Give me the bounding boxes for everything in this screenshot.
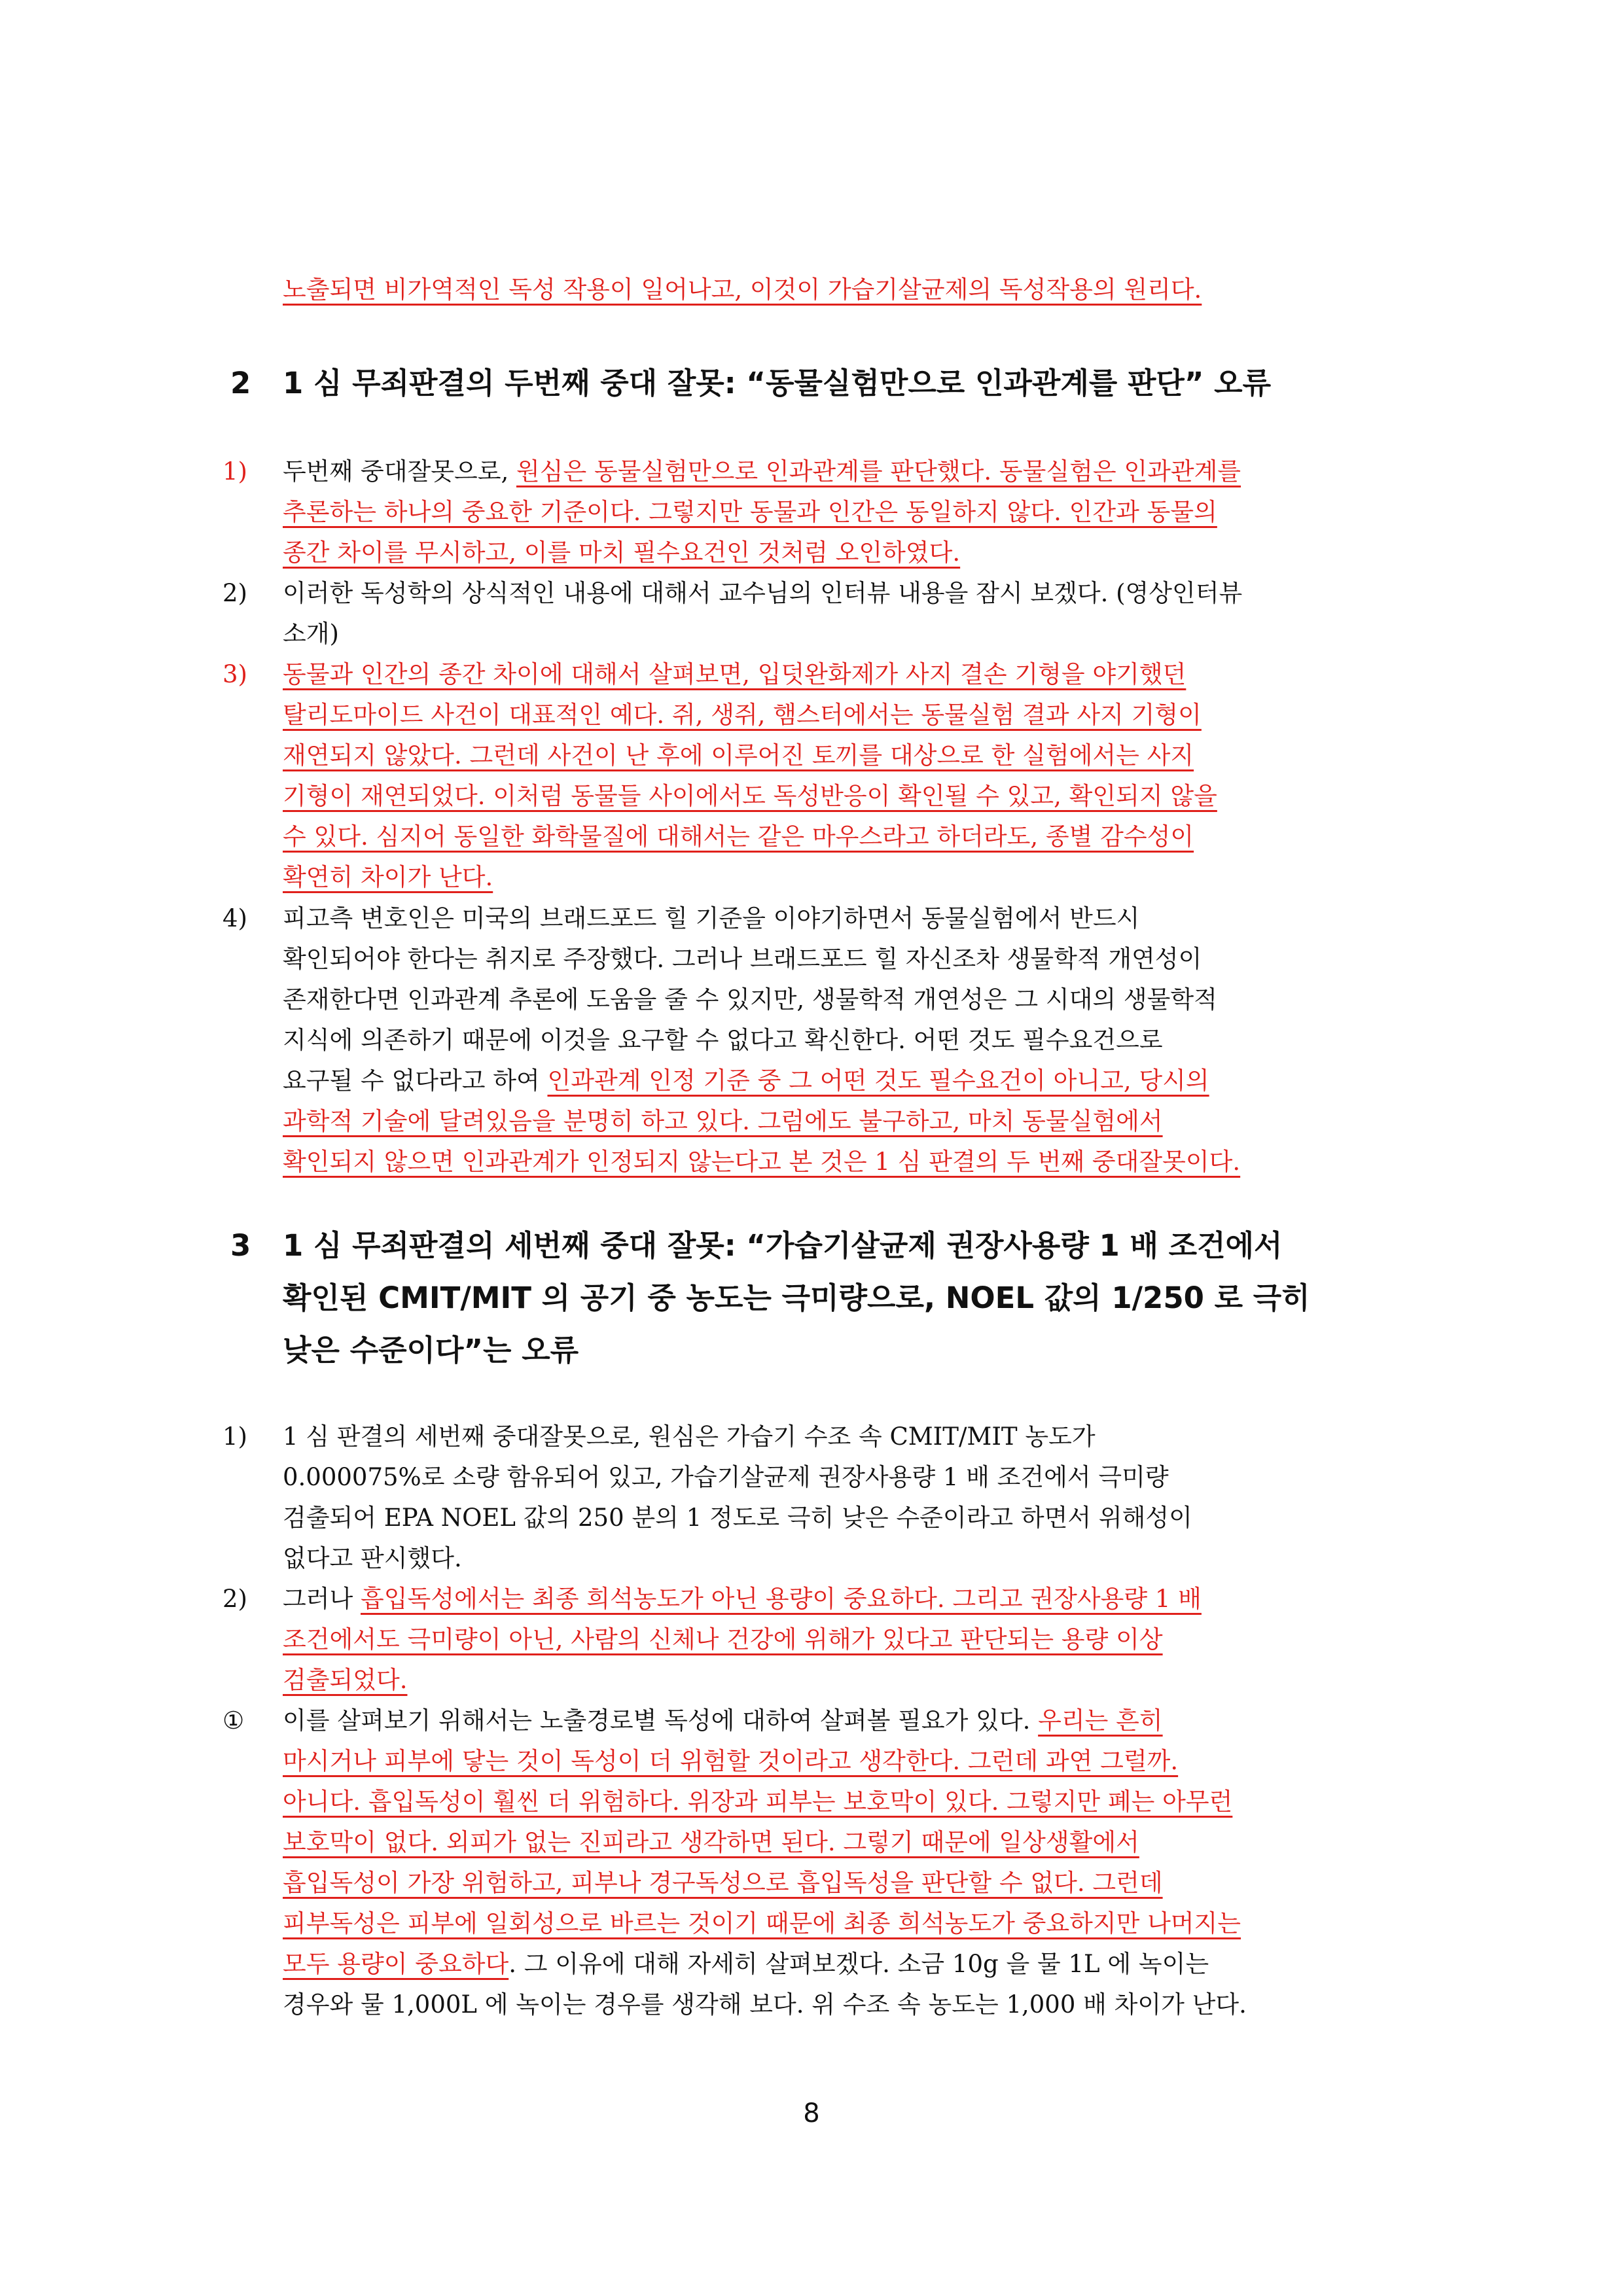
- list-marker: 4): [223, 904, 247, 932]
- body-line: [283, 1660, 1395, 1701]
- body-text: 검출되어 EPA NOEL 값의 250 분의 1 정도로 극히 낮은 수준이라고 하면서 위해성이: [283, 1504, 1192, 1532]
- body-line: [283, 857, 1395, 898]
- section-heading-line: 1 심 무죄판결의 세번째 중대 잘못: “가습기살균제 권장사용량 1 배 조건에서: [283, 1228, 1283, 1263]
- list-marker: 2): [223, 579, 247, 607]
- body-line: [283, 1741, 1395, 1782]
- body-line: [283, 1498, 1395, 1538]
- red-underlined-text: 추론하는 하나의 중요한 기준이다. 그렇지만 동물과 인간은 동일하지 않다. 인간과 동물의: [283, 498, 1217, 526]
- body-line: [283, 735, 1395, 776]
- body-line: [283, 1061, 1395, 1101]
- body-line: [283, 614, 1395, 654]
- body-text: 그러나: [283, 1585, 361, 1613]
- body-line: [283, 1782, 1395, 1822]
- section-number: 3: [230, 1228, 251, 1263]
- red-underlined-text: 우리는 흔히: [1038, 1706, 1163, 1735]
- continued-line: [283, 270, 1395, 310]
- red-underlined-text: 조건에서도 극미량이 아닌, 사람의 신체나 건강에 위해가 있다고 판단되는 용량 이상: [283, 1625, 1163, 1653]
- body-line: [283, 695, 1395, 735]
- body-text: 없다고 판시했다.: [283, 1544, 462, 1572]
- body-line: [283, 1944, 1395, 1985]
- body-line: [283, 1538, 1395, 1579]
- red-underlined-text: 동물과 인간의 종간 차이에 대해서 살펴보면, 입덧완화제가 사지 결손 기형을 야기했던: [283, 660, 1186, 688]
- section-heading: 1 심 무죄판결의 두번째 중대 잘못: “동물실험만으로 인과관계를 판단” 오류: [283, 366, 1272, 400]
- red-underlined-text: 흡입독성에서는 최종 희석농도가 아닌 용량이 중요하다. 그리고 권장사용량 1 배: [361, 1585, 1202, 1613]
- body-text: 확인되어야 한다는 취지로 주장했다. 그러나 브래드포드 힐 자신조차 생물학적 개연성이: [283, 945, 1202, 973]
- red-underlined-text: 확연히 차이가 난다.: [283, 863, 493, 891]
- body-line: [283, 451, 1395, 492]
- body-line: [283, 533, 1395, 573]
- red-underlined-text: 기형이 재연되었다. 이처럼 동물들 사이에서도 독성반응이 확인될 수 있고, 확인되지 않을: [283, 782, 1217, 810]
- red-underlined-text: 피부독성은 피부에 일회성으로 바르는 것이기 때문에 최종 희석농도가 중요하지만 나머지는: [283, 1909, 1241, 1937]
- body-line: [283, 1701, 1395, 1741]
- body-line: [283, 1020, 1395, 1061]
- red-underlined-text: 과학적 기술에 달려있음을 분명히 하고 있다. 그럼에도 불구하고, 마치 동물실험에서: [283, 1107, 1163, 1135]
- red-underlined-text: 종간 차이를 무시하고, 이를 마치 필수요건인 것처럼 오인하였다.: [283, 539, 961, 567]
- list-marker: 2): [223, 1585, 247, 1613]
- red-underlined-text: 탈리도마이드 사건이 대표적인 예다. 쥐, 생쥐, 햄스터에서는 동물실험 결과 사지 기형이: [283, 701, 1202, 729]
- list-marker: 1): [223, 457, 247, 486]
- body-line: [283, 1985, 1395, 2025]
- red-underlined-text: 보호막이 없다. 외피가 없는 진피라고 생각하면 된다. 그렇기 때문에 일상생활에서: [283, 1828, 1139, 1856]
- body-text: 이러한 독성학의 상식적인 내용에 대해서 교수님의 인터뷰 내용을 잠시 보겠다. (영상인터뷰: [283, 579, 1243, 607]
- body-text: 1 심 판결의 세번째 중대잘못으로, 원심은 가습기 수조 속 CMIT/MIT 농도가: [283, 1422, 1096, 1451]
- red-underlined-text: 노출되면 비가역적인 독성 작용이 일어나고, 이것이 가습기살균제의 독성작용의 원리다.: [283, 275, 1202, 304]
- body-line: [283, 1903, 1395, 1944]
- body-line: [283, 1619, 1395, 1660]
- body-line: [283, 1142, 1395, 1182]
- body-line: [283, 817, 1395, 857]
- body-text: 요구될 수 없다라고 하여: [283, 1067, 548, 1095]
- red-underlined-text: 원심은 동물실험만으로 인과관계를 판단했다. 동물실험은 인과관계를: [516, 457, 1241, 486]
- red-underlined-text: 재연되지 않았다. 그런데 사건이 난 후에 이루어진 토끼를 대상으로 한 실험에서는 사지: [283, 741, 1194, 769]
- body-line: [283, 654, 1395, 695]
- body-text: 두번째 중대잘못으로,: [283, 457, 516, 486]
- red-underlined-text: 마시거나 피부에 닿는 것이 독성이 더 위험할 것이라고 생각한다. 그런데 과연 그럴까.: [283, 1747, 1179, 1775]
- page-number: 8: [803, 2098, 820, 2128]
- body-text: 존재한다면 인과관계 추론에 도움을 줄 수 있지만, 생물학적 개연성은 그 시대의 생물학적: [283, 985, 1217, 1014]
- red-underlined-text: 확인되지 않으면 인과관계가 인정되지 않는다고 본 것은 1 심 판결의 두 번째 중대잘못이다.: [283, 1148, 1241, 1176]
- list-marker: 3): [223, 660, 247, 688]
- body-line: [283, 1101, 1395, 1142]
- body-line: [283, 1579, 1395, 1619]
- body-text: 지식에 의존하기 때문에 이것을 요구할 수 없다고 확신한다. 어떤 것도 필수요건으로: [283, 1026, 1163, 1054]
- red-underlined-text: 아니다. 흡입독성이 훨씬 더 위험하다. 위장과 피부는 보호막이 있다. 그렇지만 폐는 아무런: [283, 1788, 1233, 1816]
- body-line: [283, 573, 1395, 614]
- red-underlined-text: 수 있다. 심지어 동일한 화학물질에 대해서는 같은 마우스라고 하더라도, 종별 감수성이: [283, 822, 1194, 851]
- body-text: . 그 이유에 대해 자세히 살펴보겠다. 소금 10g 을 물 1L 에 녹이는: [508, 1950, 1209, 1978]
- section-heading-line: 낮은 수준이다”는 오류: [283, 1333, 579, 1368]
- body-text: 이를 살펴보기 위해서는 노출경로별 독성에 대하여 살펴볼 필요가 있다.: [283, 1706, 1039, 1735]
- body-text: 경우와 물 1,000L 에 녹이는 경우를 생각해 보다. 위 수조 속 농도는 1,000 배 차이가 난다.: [283, 1990, 1247, 2019]
- body-line: [283, 776, 1395, 817]
- section-number: 2: [230, 366, 251, 400]
- list-marker: ①: [223, 1706, 245, 1735]
- body-line: [283, 1417, 1395, 1457]
- body-line: [283, 898, 1395, 939]
- body-line: [283, 1863, 1395, 1903]
- red-underlined-text: 인과관계 인정 기준 중 그 어떤 것도 필수요건이 아니고, 당시의: [547, 1067, 1209, 1095]
- red-underlined-text: 모두 용량이 중요하다: [283, 1950, 509, 1978]
- body-line: [283, 1822, 1395, 1863]
- body-line: [283, 939, 1395, 980]
- body-line: [283, 1457, 1395, 1498]
- body-text: 피고측 변호인은 미국의 브래드포드 힐 기준을 이야기하면서 동물실험에서 반드시: [283, 904, 1140, 932]
- red-underlined-text: 흡입독성이 가장 위험하고, 피부나 경구독성으로 흡입독성을 판단할 수 없다. 그런데: [283, 1869, 1163, 1897]
- body-line: [283, 492, 1395, 533]
- list-marker: 1): [223, 1422, 247, 1451]
- body-text: 0.000075%로 소량 함유되어 있고, 가습기살균제 권장사용량 1 배 조건에서 극미량: [283, 1463, 1169, 1491]
- body-text: 소개): [283, 620, 339, 648]
- section-heading-line: 확인된 CMIT/MIT 의 공기 중 농도는 극미량으로, NOEL 값의 1/250 로 극히: [283, 1280, 1310, 1315]
- red-underlined-text: 검출되었다.: [283, 1666, 408, 1694]
- body-line: [283, 980, 1395, 1020]
